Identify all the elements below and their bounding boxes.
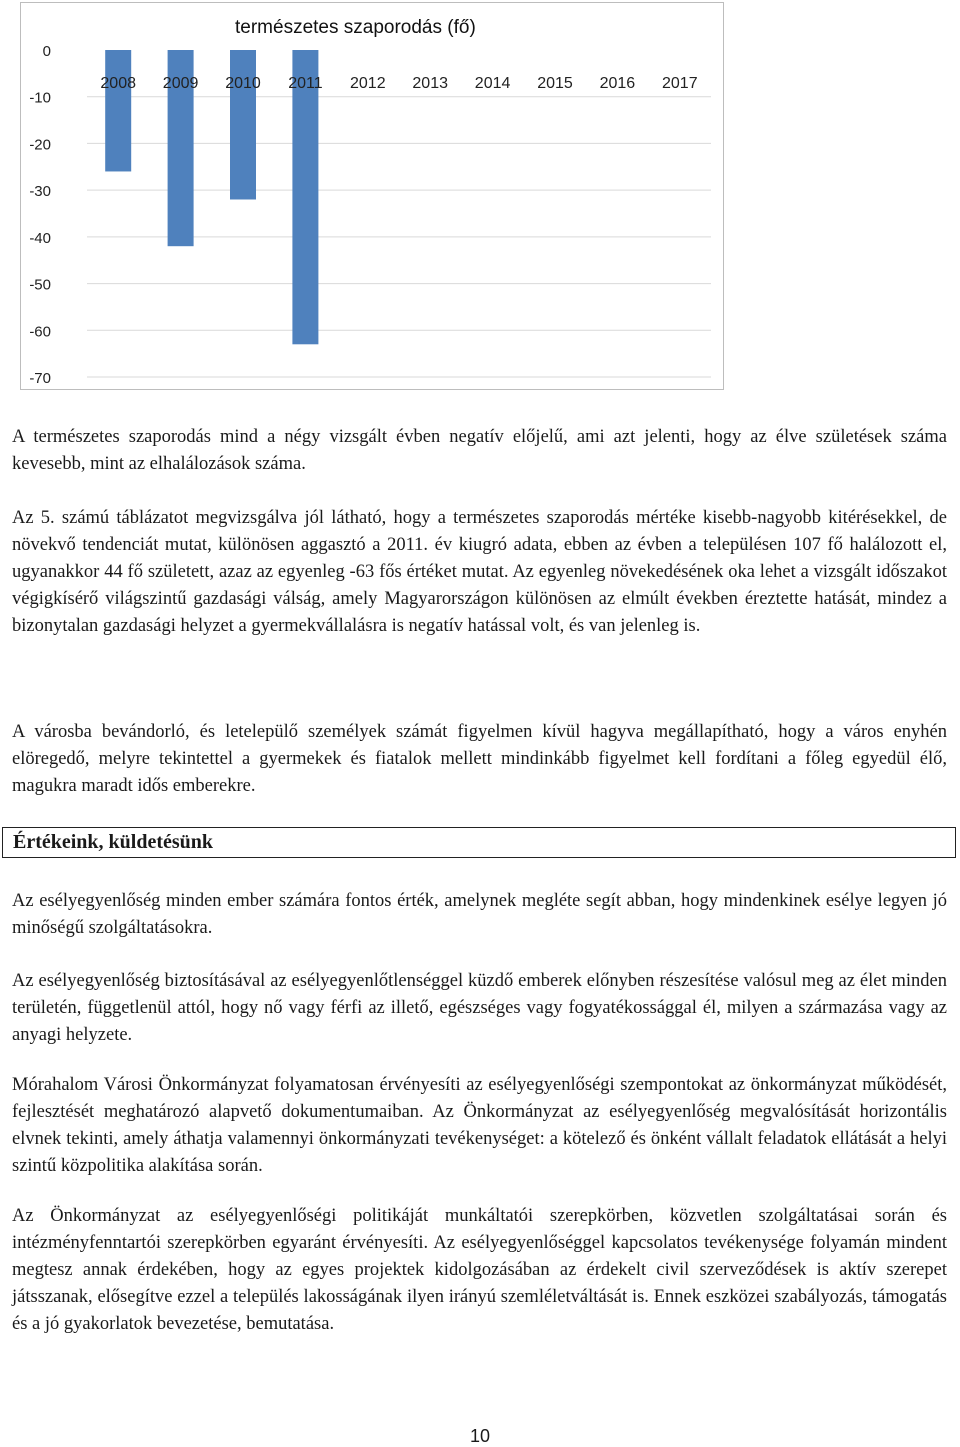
category-label: 2015 <box>537 75 573 92</box>
chart-title: természetes szaporodás (fő) <box>235 17 476 38</box>
paragraph-6: Mórahalom Városi Önkormányzat folyamatosan érvényesíti az esélyegyenlőségi szempontokat az önkormányzat működését, fejlesztését meghatározó alapvető dokumentumaiban. Az Önkormányzat az esélyegyenlőség megvalósítását horizontális elvnek tekinti, amely áthatja valamennyi önkormányzati tevékenységet: a kötelező és önként vállalt feladatok ellátását a helyi szintű közpolitika alakítása során. <box>12 1075 947 1176</box>
y-tick-label: 0 <box>42 43 51 60</box>
category-label: 2013 <box>412 75 448 92</box>
y-tick-label: -60 <box>29 323 51 341</box>
section-heading: Értékeink, küldetésünk <box>13 831 214 853</box>
y-tick-label: -30 <box>29 183 51 201</box>
y-tick-label: -20 <box>29 136 51 154</box>
y-tick-label: -40 <box>29 229 51 247</box>
category-label: 2010 <box>225 75 261 92</box>
page-number: 10 <box>469 1426 491 1446</box>
category-label: 2012 <box>350 75 386 92</box>
y-tick-label: -10 <box>29 89 51 107</box>
category-label: 2009 <box>162 75 199 92</box>
bar-2008 <box>105 50 131 171</box>
paragraph-7: Az Önkormányzat az esélyegyenlőségi politikáját munkáltatói szerepkörben, közvetlen szolgáltatásai során és intézményfenntartói szerepkörben egyaránt érvényesíti. Az esélyegyenlőséggel kapcsolatos tevékenysége folyamán mindent megtesz annak érdekében, hogy az egyes projektek kidolgozásában az érdekelt civil szerveződések is aktív szerepet játsszanak, elősegítve ezzel a település lakosságának ilyen irányú szemléletváltását is. Ennek eszközei szabályozás, támogatás és a jó gyakorlatok bevezetése, bemutatása. <box>12 1206 947 1334</box>
chart-canvas <box>21 3 723 389</box>
category-label: 2017 <box>662 75 698 92</box>
natural-growth-chart <box>20 2 724 390</box>
paragraph-4: Az esélyegyenlőség minden ember számára fontos érték, amelynek megléte segít abban, hogy mindenkinek esélye legyen jó minőségű szolgáltatásokra. <box>12 891 947 938</box>
category-label: 2016 <box>599 75 636 92</box>
y-tick-label: -50 <box>29 276 51 294</box>
category-label: 2011 <box>288 75 323 92</box>
category-label: 2014 <box>474 75 511 92</box>
y-tick-label: -70 <box>29 370 51 387</box>
bar-2011 <box>292 50 318 344</box>
paragraph-3: A városba bevándorló, és letelepülő személyek számát figyelmen kívül hagyva megállapítható, hogy a város enyhén elöregedő, melyre tekintettel a gyermekek és fiatalok mellett mindinkább figyelmet kell fordítani a főleg egyedül élő, magukra maradt idős emberekre. <box>12 722 947 796</box>
paragraph-1: A természetes szaporodás mind a négy vizsgált évben negatív előjelű, ami azt jelenti, hogy az élve születések száma kevesebb, mint az elhalálozások száma. <box>12 427 947 474</box>
paragraph-5: Az esélyegyenlőség biztosításával az esélyegyenlőtlenséggel küzdő emberek előnyben részesítése valósul meg az élet minden területén, függetlenül attól, hogy nő vagy férfi az illető, egészséges vagy fogyatékossággal él, milyen a származása vagy az anyagi helyzete. <box>12 971 947 1045</box>
category-label: 2008 <box>100 75 136 92</box>
section-heading-box <box>2 827 956 858</box>
bar-2010 <box>230 50 256 199</box>
paragraph-2: Az 5. számú táblázatot megvizsgálva jól látható, hogy a természetes szaporodás mértéke kisebb-nagyobb kitérésekkel, de növekvő tendenciát mutat, különösen aggasztó a 2011. év kiugró adata, ebben az évben a településen 107 fő halálozott el, ugyanakkor 44 fő született, azaz az egyenleg -63 fős értéket mutat. Az egyenleg növekedésének oka lehet a vizsgált időszakot végigkísérő világszintű gazdasági válság, amely Magyarországon különösen az elmúlt években éreztette hatását, mindez a bizonytalan gazdasági helyzet a gyermekvállalásra is negatív hatással volt, és van jelenleg is. <box>12 508 947 636</box>
